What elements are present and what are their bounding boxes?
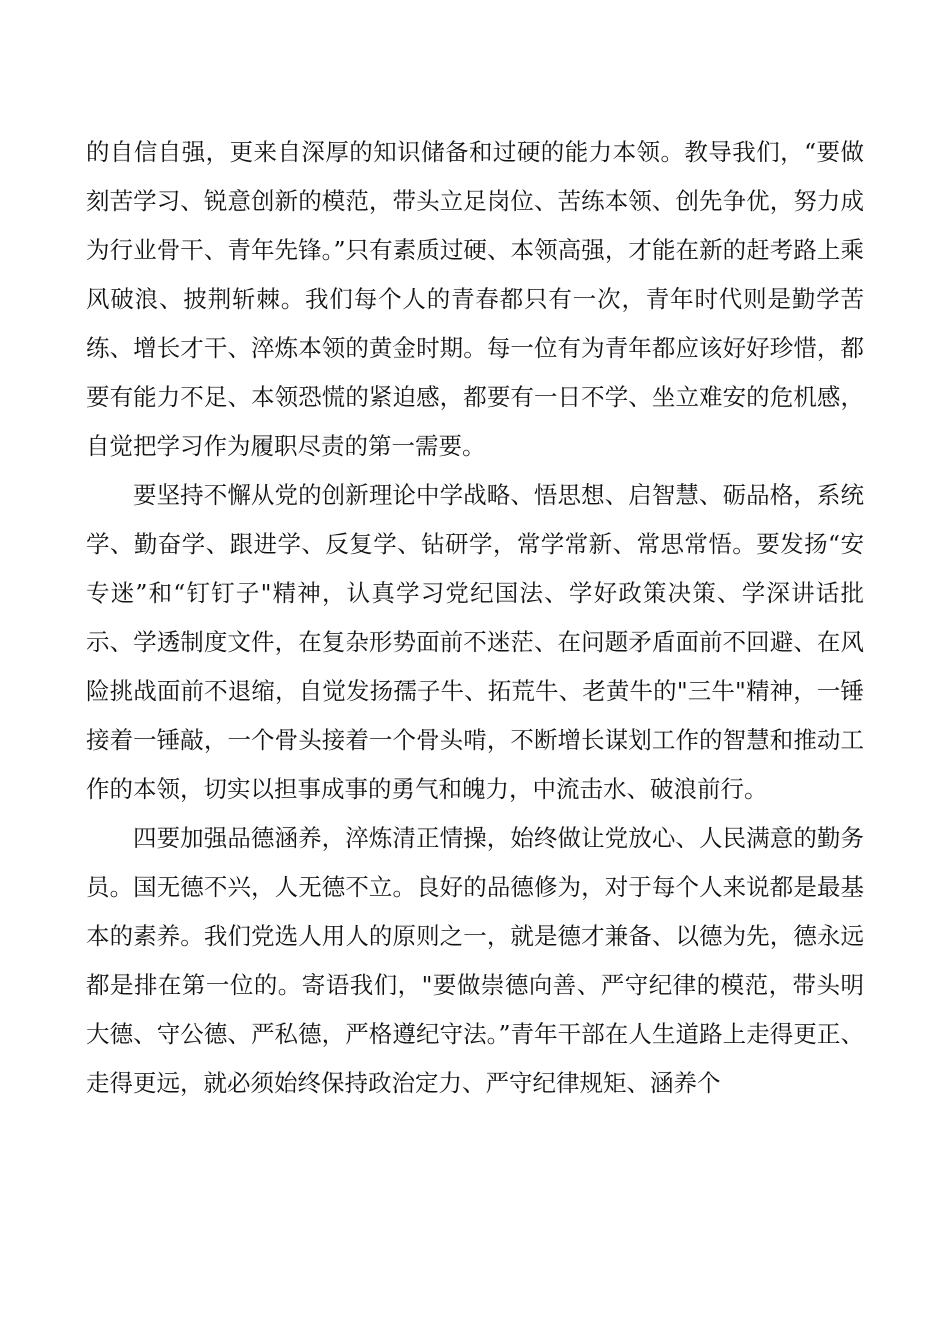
paragraph-2: 要坚持不懈从党的创新理论中学战略、悟思想、启智慧、砺品格，系统学、勤奋学、跟进学、反复学、钻研学，常学常新、常思常悟。要发扬“安专迷”和“钉钉子"精神，认真学习党纪国法、学好政策决策、学深讲话批示、学透制度文件，在复杂形势面前不迷茫、在问题矛盾面前不回避、在风险挑战面前不退缩，自觉发扬孺子牛、拓荒牛、老黄牛的"三牛"精神，一锤接着一锤敲，一个骨头接着一个骨头啃，不断增长谋划工作的智慧和推动工作的本领，切实以担事成事的勇气和魄力，中流击水、破浪前行。 (86, 481, 864, 803)
paragraph-3: 四要加强品德涵养，淬炼清正情操，始终做让党放心、人民满意的勤务员。国无德不兴，人无德不立。良好的品德修为，对于每个人来说都是最基本的素养。我们党选人用人的原则之一，就是德才兼备、以德为先，德永远都是排在第一位的。寄语我们，"要做崇德向善、严守纪律的模范，带头明大德、守公德、严私德，严格遵纪守法。”青年干部在人生道路上走得更正、走得更远，就必须始终保持政治定力、严守纪律规矩、涵养个 (86, 824, 864, 1097)
paragraph-1: 的自信自强，更来自深厚的知识储备和过硬的能力本领。教导我们，“要做刻苦学习、锐意创新的模范，带头立足岗位、苦练本领、创先争优，努力成为行业骨干、青年先锋。”只有素质过硬、本领高强，才能在新的赶考路上乘风破浪、披荆斩棘。我们每个人的青春都只有一次，青年时代则是勤学苦练、增长才干、淬炼本领的黄金时期。每一位有为青年都应该好好珍惜，都要有能力不足、本领恐慌的紧迫感，都要有一日不学、坐立难安的危机感，自觉把学习作为履职尽责的第一需要。 (86, 138, 864, 460)
document-body (86, 128, 864, 1108)
